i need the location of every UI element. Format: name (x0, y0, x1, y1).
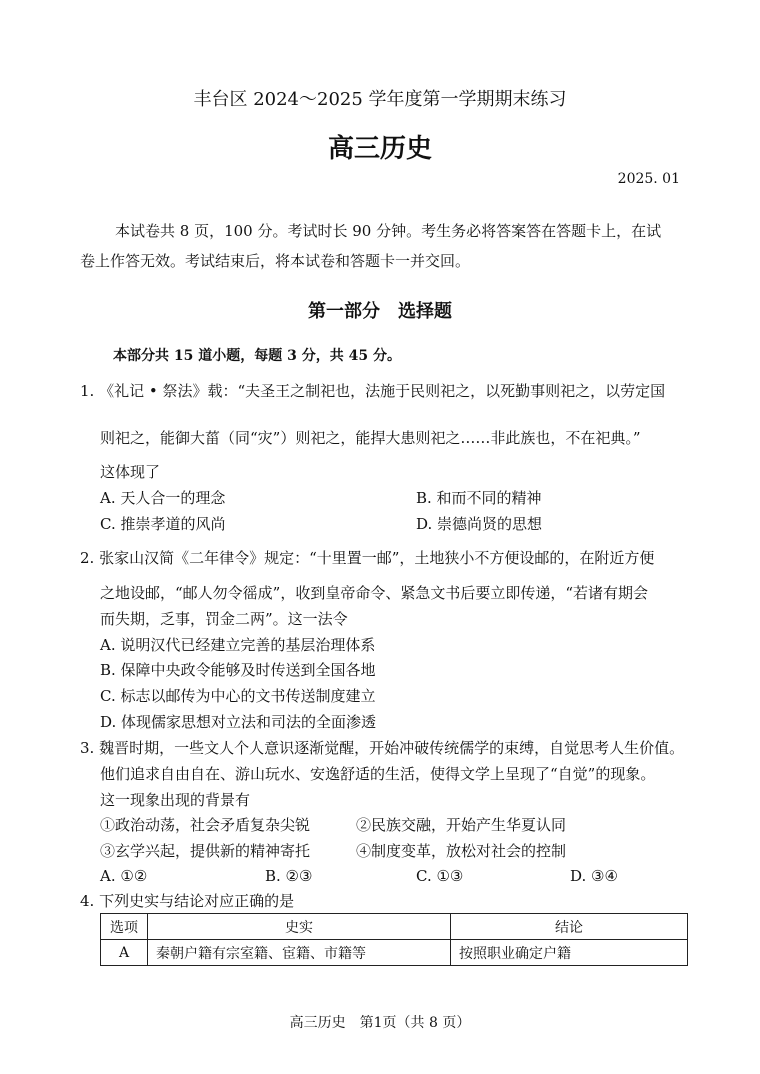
question-2-option-d: D. 体现儒家思想对立法和司法的全面渗透 (100, 713, 377, 731)
table-cell: 按照职业确定户籍 (451, 940, 688, 966)
table-cell: 秦朝户籍有宗室籍、宦籍、市籍等 (148, 940, 451, 966)
question-3-option-c: C. ①③ (416, 867, 464, 885)
question-2-option-a: A. 说明汉代已经建立完善的基层治理体系 (100, 636, 376, 654)
section-title: 第一部分 选择题 (308, 301, 452, 322)
question-3-item-4: ④制度变革，放松对社会的控制 (356, 842, 567, 860)
question-1-option-c: C. 推崇孝道的风尚 (100, 515, 226, 533)
question-2-stem-line-3: 而失期，乏事，罚金二两”。这一法令 (100, 610, 348, 628)
question-3-stem-line-3: 这一现象出现的背景有 (100, 791, 251, 809)
question-4-stem: 4. 下列史实与结论对应正确的是 (80, 892, 295, 910)
question-4-table (100, 913, 688, 966)
question-1-option-d: D. 崇德尚贤的思想 (416, 515, 543, 533)
question-3-option-d: D. ③④ (570, 867, 618, 885)
table-row (101, 940, 688, 966)
section-intro: 本部分共 15 道小题，每题 3 分，共 45 分。 (113, 348, 401, 364)
question-2-stem-line-1: 2. 张家山汉简《二年律令》规定：“十里置一邮”，土地狭小不方便设邮的，在附近方便 (80, 549, 655, 567)
question-3-item-2: ②民族交融，开始产生华夏认同 (356, 816, 567, 834)
page-footer: 高三历史 第1页（共 8 页） (289, 1015, 471, 1031)
instructions-line-1: 本试卷共 8 页，100 分。考试时长 90 分钟。考生务必将答案答在答题卡上，在试 (115, 222, 662, 240)
question-1-stem-line-1: 1. 《礼记 • 祭法》载：“夫圣王之制祀也，法施于民则祀之，以死勤事则祀之，以劳定国 (80, 382, 666, 400)
question-1-stem-line-2: 则祀之，能御大菑（同“灾”）则祀之，能捍大患则祀之……非此族也，不在祀典。” (100, 429, 641, 447)
table-header-row (101, 914, 688, 940)
exam-date: 2025. 01 (617, 171, 680, 187)
subject-title: 高三历史 (327, 134, 432, 164)
question-3-item-1: ①政治动荡，社会矛盾复杂尖锐 (100, 816, 311, 834)
question-3-stem-line-1: 3. 魏晋时期，一些文人个人意识逐渐觉醒，开始冲破传统儒学的束缚，自觉思考人生价值。 (80, 739, 685, 757)
question-1-option-b: B. 和而不同的精神 (416, 489, 542, 507)
question-2-option-b: B. 保障中央政令能够及时传送到全国各地 (100, 661, 376, 679)
question-1-option-a: A. 天人合一的理念 (100, 489, 226, 507)
question-2-option-c: C. 标志以邮传为中心的文书传送制度建立 (100, 687, 376, 705)
question-3-stem-line-2: 他们追求自由自在、游山玩水、安逸舒适的生活，使得文学上呈现了“自觉”的现象。 (100, 765, 656, 783)
question-1-stem-line-3: 这体现了 (100, 463, 161, 481)
question-2-stem-line-2: 之地设邮，“邮人勿令徭成”，收到皇帝命令、紧急文书后要立即传递，“若诸有期会 (100, 584, 649, 602)
table-cell: A (101, 940, 148, 966)
question-3-item-3: ③玄学兴起，提供新的精神寄托 (100, 842, 311, 860)
table-header-cell: 结论 (451, 914, 688, 940)
exam-title: 丰台区 2024～2025 学年度第一学期期末练习 (193, 89, 567, 110)
instructions-line-2: 卷上作答无效。考试结束后，将本试卷和答题卡一并交回。 (80, 252, 471, 270)
question-3-option-b: B. ②③ (265, 867, 313, 885)
table-header-cell: 选项 (101, 914, 148, 940)
question-3-option-a: A. ①② (100, 867, 148, 885)
table-header-cell: 史实 (148, 914, 451, 940)
